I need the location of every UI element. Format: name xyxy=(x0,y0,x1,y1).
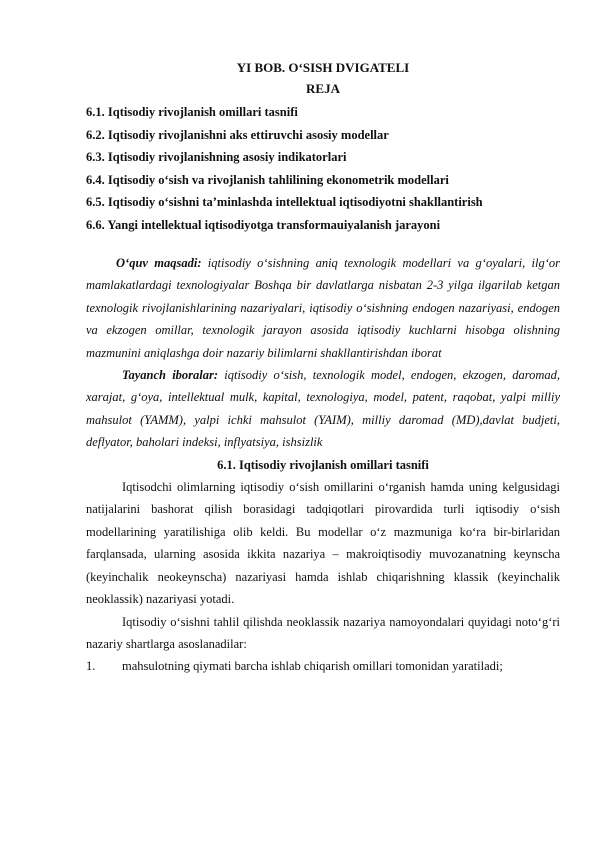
list-item-text: mahsulotning qiymati barcha ishlab chiqarish omillari tomonidan yaratiladi; xyxy=(122,659,503,674)
keywords-text: iqtisodiy o‘sish, texnologik model, endogen, ekzogen, daromad, xarajat, g‘oya, intellektual mulk, kapital, texnologiya, model, patent, raqobat, yalpi milliy mahsulot (YAMM), yalpi ichki mahsulot (YAIM), milliy daromad (MD),davlat budjeti, deflyator, baholari indeksi, inflyatsiya, ishsizlik xyxy=(86,368,561,450)
plan-item: 6.2. Iqtisodiy rivojlanishni aks ettiruvchi asosiy modellar xyxy=(86,127,389,142)
plan-heading: REJA xyxy=(306,81,340,96)
learning-goal-paragraph xyxy=(86,252,560,364)
learning-goal-label: O‘quv maqsadi: xyxy=(116,256,202,270)
keywords-label: Tayanch iboralar: xyxy=(122,368,219,383)
plan-item: 6.1. Iqtisodiy rivojlanish omillari tasnifi xyxy=(86,105,298,119)
list-item xyxy=(86,655,560,677)
section-title: 6.1. Iqtisodiy rivojlanish omillari tasnifi xyxy=(217,457,429,472)
learning-goal-text: iqtisodiy o‘sishning aniq texnologik modellari va g‘oyalari, ilg‘or mamlakatlardagi texnologiyalar Boshqa bir davlatlarga nisbatan 2-3 yilga ilgarilab ketgan texnologik rivojlanishlarining nazariyalari, iqtisodiy o‘sishning endogen nazariyasi, endogen va ekzogen omillar, texnologik jarayon asosida iqtisodiy kuchlarni hisobga olishning mazmunini aniqlashga doir nazariy bilimlarni shakllantirishdan iborat xyxy=(86,256,560,360)
plan-item: 6.6. Yangi intellektual iqtisodiyotga transformauiyalanish jarayoni xyxy=(86,217,441,232)
plan-list xyxy=(86,101,560,236)
plan-item: 6.4. Iqtisodiy o‘sish va rivojlanish tahlilining ekonometrik modellari xyxy=(86,172,449,187)
chapter-title: YI BOB. O‘SISH DVIGATELI xyxy=(236,60,410,75)
keywords-paragraph xyxy=(86,364,560,454)
plan-item: 6.5. Iqtisodiy o‘sishni ta’minlashda intellektual iqtisodiyotni shakllantirish xyxy=(86,195,483,209)
plan-item: 6.3. Iqtisodiy rivojlanishning asosiy indikatorlari xyxy=(86,150,347,164)
document-page xyxy=(86,58,560,678)
list-item-number: 1. xyxy=(86,659,96,674)
body-paragraph: Iqtisodiy o‘sishni tahlil qilishda neoklassik nazariya namoyondalari quyidagi noto‘g‘ri nazariy shartlarga asoslanadilar: xyxy=(86,614,560,651)
body-paragraph: Iqtisodchi olimlarning iqtisodiy o‘sish omillarini o‘rganish hamda uning kelgusidagi natijalarini bashorat qilish borasidagi tadqiqotlari pirovardida turli iqtisodiy o‘sish modellarining yaratilishiga olib keldi. Bu modellar o‘z mazmuniga ko‘ra bir-birlaridan farqlansada, ularning asosida ikkita nazariya – makroiqtisodiy muvozanatning keynscha (keyinchalik neokeynscha) nazariyasi hamda ishlab chiqarishning klassik (keyinchalik neoklassik) nazariyasi yotadi. xyxy=(86,480,560,607)
